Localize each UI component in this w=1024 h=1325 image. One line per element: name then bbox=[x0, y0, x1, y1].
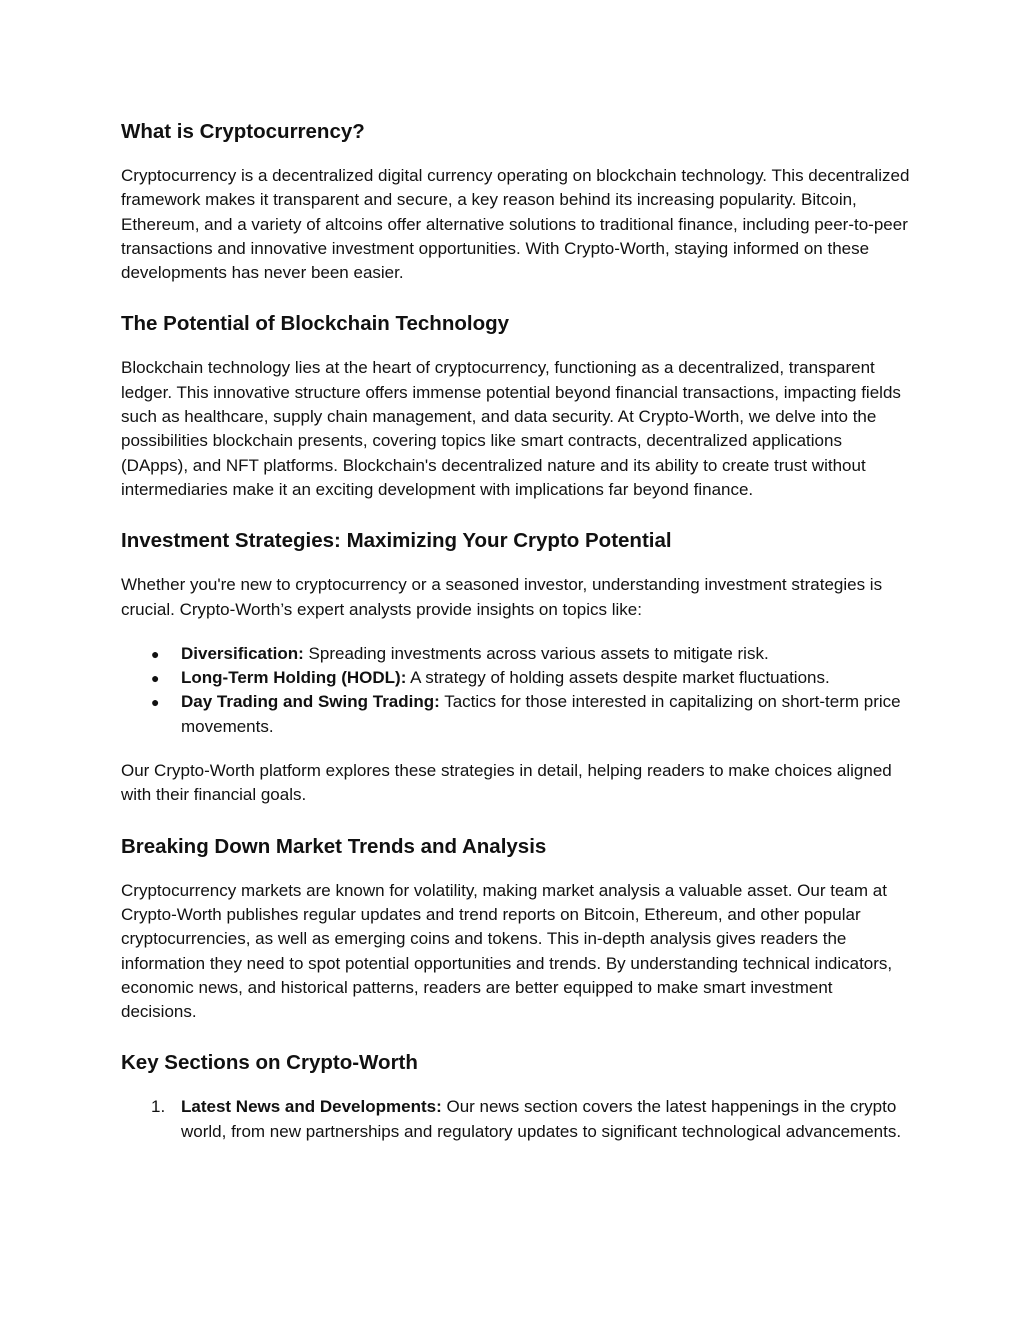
list-item bbox=[121, 666, 911, 690]
bullet-icon: ● bbox=[151, 645, 160, 662]
section-paragraph-blockchain: Blockchain technology lies at the heart of cryptocurrency, functioning as a decentralized, transparent ledger. This innovative structure offers immense potential beyond financial transactions, impacting fields such as healthcare, supply chain management, and data security. At Crypto-Worth, we delve into the possibilities blockchain presents, covering topics like smart contracts, decentralized applications (DApps), and NFT platforms. Blockchain's decentralized nature and its ability to create trust without intermediaries make it an exciting development with implications far beyond finance. bbox=[121, 358, 901, 499]
strategy-list bbox=[121, 642, 911, 739]
list-item-term: Diversification: bbox=[181, 643, 304, 663]
list-item-text: Our news section covers the latest happenings in the crypto world, from new partnerships and regulatory updates to significant technological advancements. bbox=[181, 1097, 902, 1141]
section-heading-what-is-crypto: What is Cryptocurrency? bbox=[121, 120, 365, 143]
list-item-text: Tactics for those interested in capitalizing on short-term price movements. bbox=[181, 692, 901, 736]
list-item-term: Latest News and Developments: bbox=[181, 1097, 442, 1117]
section-heading-market-trends: Breaking Down Market Trends and Analysis bbox=[121, 834, 547, 858]
section-heading-blockchain: The Potential of Blockchain Technology bbox=[121, 312, 510, 336]
list-item-number: 1. bbox=[151, 1097, 166, 1117]
list-item-text: Spreading investments across various assets to mitigate risk. bbox=[303, 643, 769, 663]
section-heading-investment: Investment Strategies: Maximizing Your Crypto Potential bbox=[121, 529, 672, 553]
list-item-text: A strategy of holding assets despite market fluctuations. bbox=[406, 668, 830, 688]
bullet-icon: ● bbox=[151, 670, 160, 687]
list-item-term: Day Trading and Swing Trading: bbox=[181, 692, 440, 712]
bullet-icon: ● bbox=[151, 694, 160, 711]
list-item bbox=[121, 1095, 911, 1144]
document-page bbox=[121, 118, 911, 1144]
section-heading-key-sections: Key Sections on Crypto-Worth bbox=[121, 1051, 418, 1075]
section-outro-investment: Our Crypto-Worth platform explores these strategies in detail, helping readers to make choices aligned with their financial goals. bbox=[121, 761, 892, 805]
list-item bbox=[121, 642, 911, 666]
list-item bbox=[121, 690, 911, 739]
section-paragraph-what-is-crypto: Cryptocurrency is a decentralized digital currency operating on blockchain technology. This decentralized framework makes it transparent and secure, a key reason behind its increasing popularity. Bitcoin, Ethereum, and a variety of altcoins offer alternative solutions to traditional finance, including peer-to-peer transactions and innovative investment opportunities. With Crypto-Worth, staying informed on these developments has never been easier. bbox=[121, 166, 910, 283]
section-intro-investment: Whether you're new to cryptocurrency or a seasoned investor, understanding investment strategies is crucial. Crypto-Worth’s expert analysts provide insights on topics like: bbox=[121, 575, 883, 619]
list-item-term: Long-Term Holding (HODL): bbox=[181, 668, 407, 688]
key-sections-list bbox=[121, 1095, 911, 1144]
section-paragraph-market-trends: Cryptocurrency markets are known for volatility, making market analysis a valuable asset. Our team at Crypto-Worth publishes regular updates and trend reports on Bitcoin, Ethereum, and other popular cryptocurrencies, as well as emerging coins and tokens. This in-depth analysis gives readers the information they need to spot potential opportunities and trends. By understanding technical indicators, economic news, and historical patterns, readers are better equipped to make smart investment decisions. bbox=[121, 880, 893, 1022]
